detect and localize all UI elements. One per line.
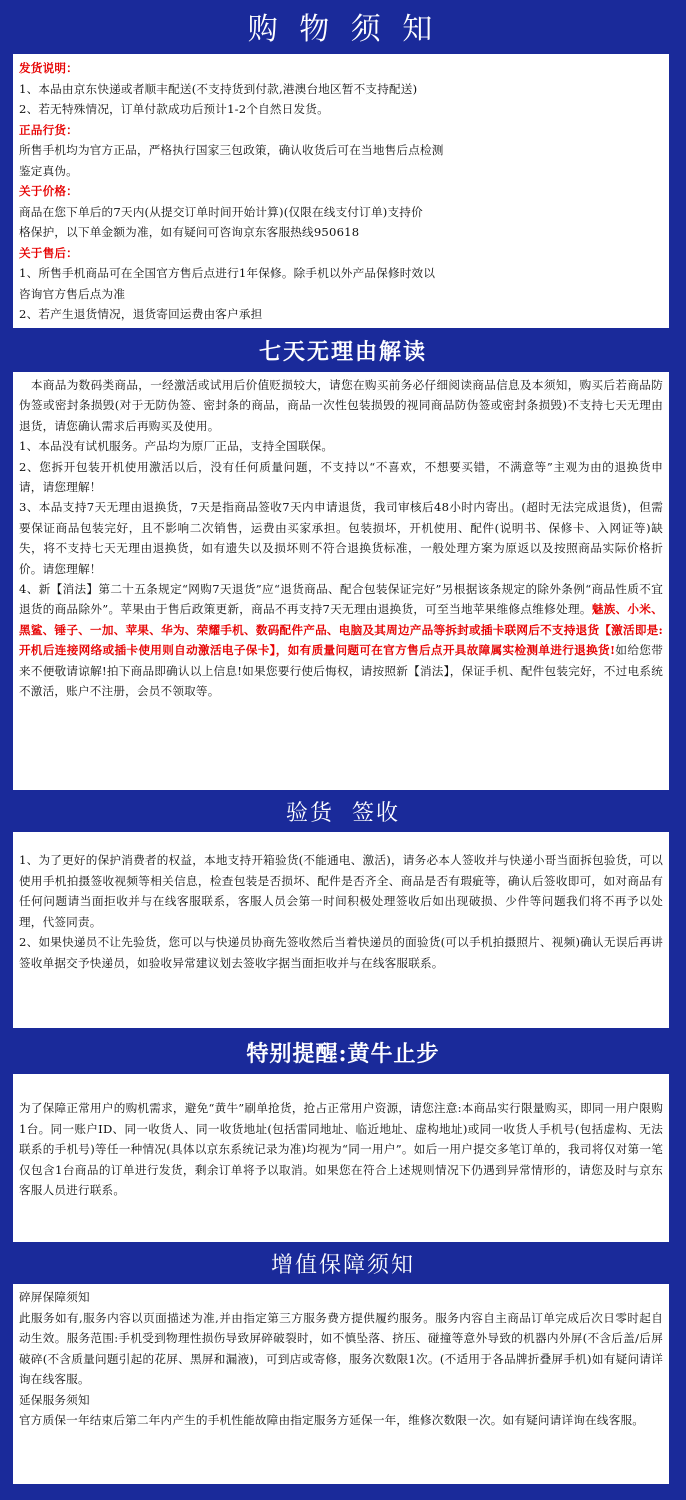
- extended-warranty-title: 延保服务须知: [19, 1392, 90, 1407]
- inspection-point-1: 1、为了更好的保护消费者的权益，本地支持开箱验货(不能通电、激活)，请务必本人签收并与快递小哥当面拆包验货，可以使用手机拍摄签收视频等相关信息，检查包装是否损坏、配件是否齐全、商品是否有瑕疵等，确认后签收即可，如对商品有任何问题请当面拒收并与在线客服联系，客服人员会第一时间积极处理签收后如出现破损、少件等问题我们将不再予以处理，代签同责。: [19, 853, 663, 929]
- shipping-label: 发货说明：: [19, 61, 78, 75]
- scalper-title: 特别提醒:黄牛止步: [246, 1041, 440, 1067]
- aftersale-label: 关于售后：: [19, 245, 78, 260]
- aftersale-line: 1、所售手机商品可在全国官方售后点进行1年保修。除手机以外产品保修时效以: [19, 266, 436, 280]
- shipping-title: 购 物 须 知: [247, 12, 439, 47]
- shipping-panel: [13, 54, 669, 328]
- inspection-point-2: 2、如果快递员不让先验货，您可以与快递员协商先签收然后当着快递员的面验货(可以手机拍摄照片、视频)确认无误后再讲签收单据交予快递员，如验收异常建议划去签收字据当面拒收并与在线客服联系。: [19, 935, 663, 970]
- inspection-panel: [13, 832, 669, 1028]
- seven-day-point-1: 1、本品没有试机服务。产品均为原厂正品，支持全国联保。: [19, 439, 334, 454]
- aftersale-line: 咨询官方售后点为准: [19, 286, 126, 301]
- price-line: 商品在您下单后的7天内(从提交订单时间开始计算)(仅限在线支付订单)支持价: [19, 204, 423, 219]
- seven-day-point-3: 3、本品支持7天无理由退换货，7天是指商品签收7天内申请退货，我司审核后48小时内寄出。(超时无法完成退货)，但需要保证商品包装完好，且不影响二次销售，运费由买家承担。包装损坏，开机使用、配件(说明书、保修卡、入网证等)缺失，将不支持七天无理由退换货，如有遗失以及损坏则不符合退换货标准，一般处理方案为原返以及按照商品实际价格折价。请您理解！: [19, 500, 663, 576]
- extended-warranty-text: 官方质保一年结束后第二年内产生的手机性能故障由指定服务方延保一年，维修次数限一次。如有疑问请详询在线客服。: [19, 1413, 645, 1427]
- inspection-title: 验货 签收: [286, 801, 400, 826]
- shipping-line: 2、若无特殊情况，订单付款成功后预计1-2个自然日发货。: [19, 102, 329, 116]
- scalper-text: 为了保障正常用户的购机需求，避免“黄牛”刷单抢货，抢占正常用户资源，请您注意:本商品实行限量购买，即同一用户限购1台。同一账户ID、同一收货人、同一收货地址(包括雷同地址、临近地址、虚构地址)或同一收货人手机号(包括虚构、无法联系的手机号)等任一种情况(具体以京东系统记录为准)均视为“同一用户”。如后一用户提交多笔订单的，我司将仅对第一笔仅包含1台商品的订单进行发货，剩余订单将予以取消。如果您在符合上述规则情况下仍遇到异常情形的，请您及时与京东客服人员进行联系。: [19, 1101, 663, 1197]
- seven-day-intro: 本商品为数码类商品，一经激活或试用后价值贬损较大，请您在购买前务必仔细阅读商品信息及本须知，购买后若商品防伪签或密封条损毁(对于无防伪签、密封条的商品，商品一次性包装损毁的视同商品防伪签或密封条损毁)不支持七天无理由退货，请您确认需求后再购买及使用。: [19, 378, 663, 433]
- point-4-normal: 4、新【消法】第二十五条规定“网购7天退货”应“退货商品、配合包装保证完好”另根据该条规定的除外条例“商品性质不宜退货的商品除外”。苹果由于售后政策更新，商品不再支持7天无理由退换货，可至当地苹果维修点维修处理。: [19, 582, 663, 617]
- screen-protection-title: 碎屏保障须知: [19, 1290, 90, 1304]
- genuine-line: 鉴定真伪。: [19, 163, 78, 178]
- seven-day-panel: [13, 372, 669, 790]
- shipping-line: 1、本品由京东快递或者顺丰配送(不支持货到付款,港澳台地区暂不支持配送): [19, 81, 418, 96]
- seven-day-point-4: [19, 579, 663, 701]
- seven-day-title: 七天无理由解读: [258, 339, 427, 365]
- genuine-line: 所售手机均为官方正品，严格执行国家三包政策，确认收货后可在当地售后点检测: [19, 143, 444, 157]
- screen-protection-text: 此服务如有,服务内容以页面描述为准,并由指定第三方服务费方提供履约服务。服务内容自主商品订单完成后次日零时起自动生效。服务范围:手机受到物理性损伤导致屏碎破裂时，如不慎坠落、挤压、碰撞等意外导致的机器内外屏(不含后盖/后屏破碎(不含质量问题引起的花屏、黑屏和漏液)，可到店或寄修，服务次数限1次。(不适用于各品牌折叠屏手机)如有疑问请详询在线客服。: [19, 1310, 663, 1386]
- scalper-panel: [13, 1074, 669, 1242]
- seven-day-point-2: 2、您拆开包装开机使用激活以后，没有任何质量问题，不支持以“不喜欢，不想要买错，不满意等”主观为由的退换货申请，请您理解！: [19, 459, 663, 495]
- value-added-panel: [13, 1284, 669, 1484]
- aftersale-line: 2、若产生退货情况，退货寄回运费由客户承担: [19, 307, 263, 321]
- price-label: 关于价格：: [19, 184, 78, 198]
- point-4-tail: 如给您带来不便敬请谅解!拍下商品即确认以上信息!如果您要行使后悔权，请按照新【消法】，保证手机、配件包装完好，不过电系统不激活，账户不注册，会员不领取等。: [19, 643, 663, 699]
- value-added-title: 增值保障须知: [270, 1253, 415, 1278]
- price-line: 格保护，以下单金额为准，如有疑问可咨询京东客服热线950618: [19, 225, 360, 239]
- point-4-warning: 魅族、小米、黑鲨、锤子、一加、苹果、华为、荣耀手机、数码配件产品、电脑及其周边产品等拆封或插卡联网后不支持退货【激活即是:开机后连接网络或插卡使用则自动激活电子保卡】，如有质量问题可在官方售后点开具故障属实检测单进行退换货!: [19, 602, 663, 658]
- genuine-label: 正品行货：: [19, 122, 78, 137]
